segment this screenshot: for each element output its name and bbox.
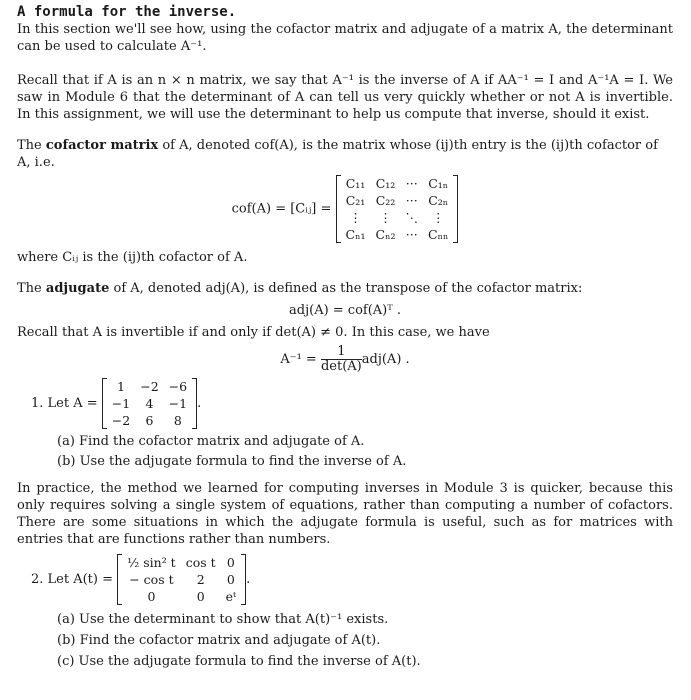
question-2-matrix-row (122, 571, 241, 588)
where-line: where Cᵢⱼ is the (ij)th cofactor of A. (17, 250, 248, 265)
question-1-matrix-cell: 4 (145, 396, 154, 411)
question-2b: (b) Find the cofactor matrix and adjugate of A(t). (57, 633, 381, 648)
cofactor-matrix (336, 175, 459, 243)
question-1-matrix (102, 378, 197, 429)
question-2-matrix-row (122, 554, 241, 571)
cofactor-matrix-cell: ··· (405, 227, 418, 242)
question-2-matrix-cell: eᵗ (225, 589, 237, 604)
question-2-matrix-cell: 0 (147, 589, 156, 604)
question-1-matrix-cell: 6 (145, 413, 154, 428)
question-2-matrix-cell: cos t (185, 555, 216, 570)
recall-paragraph: Recall that if A is an n × n matrix, we say that A⁻¹ is the inverse of A if AA⁻¹ = I and A⁻¹A = I. We saw in Module 6 that the determinant of A can tell us very quickly whether or not A is invertible. In this assignment, we will use the determinant to help us compute that inverse, should it exist. (17, 73, 673, 122)
cofactor-definition: The cofactor matrix of A, denoted cof(A), is the matrix whose (ij)th entry is the (ij)th cofactor of A, i.e. (17, 138, 658, 170)
question-2-matrix-row (122, 588, 241, 605)
question-2a: (a) Use the determinant to show that A(t)⁻¹ exists. (57, 612, 389, 627)
cofactor-matrix-cell: Cₙ₂ (375, 227, 396, 242)
practice-paragraph: In practice, the method we learned for computing inverses in Module 3 is quicker, because this only requires solving a single system of equations, rather than computing a number of cofactors. There are some situations in which the adjugate formula is useful, such as for matrices with entries that are functions rather than numbers. (17, 481, 673, 547)
question-1-matrix-cell: −1 (168, 396, 188, 411)
cofactor-matrix-cell: ⋮ (431, 210, 445, 225)
question-1a: (a) Find the cofactor matrix and adjugate of A. (57, 434, 365, 449)
question-1b: (b) Use the adjugate formula to find the inverse of A. (57, 454, 407, 469)
cofactor-matrix-row (341, 192, 454, 209)
cofactor-matrix-cell: C₁₂ (375, 176, 396, 191)
cofactor-matrix-row (341, 209, 454, 226)
question-1-matrix-cell: −1 (111, 396, 131, 411)
question-2-matrix-cell: 0 (196, 589, 205, 604)
question-1-matrix-cell: −2 (111, 413, 131, 428)
cofactor-matrix-cell: ⋮ (379, 210, 392, 225)
question-1-matrix-row (107, 395, 192, 412)
question-2-matrix-cell: − cos t (129, 572, 174, 587)
question-2-matrix-cell: 0 (226, 572, 235, 587)
cofactor-matrix-cell: ⋮ (349, 210, 362, 225)
cofactor-matrix-cell: Cₙ₁ (345, 227, 366, 242)
inverse-formula: A⁻¹ = $\frac{1}{\det(A)}$ adj(A) . (280, 344, 410, 374)
inverse-fraction: $\frac{1}{\det(A)}$ (320, 344, 362, 374)
adjugate-equation: adj(A) = cof(A)ᵀ . (289, 303, 401, 318)
question-1-matrix-cell: −6 (168, 379, 188, 394)
cofactor-matrix-cell: C₂₁ (345, 193, 366, 208)
cofactor-matrix-cell: ⋱ (405, 210, 418, 225)
cofactor-equation: cof(A) = [Cᵢⱼ] = C₁₁ C₁₂ ··· C₁ₙ C₂₁ C₂₂ ··· C₂ₙ ⋮ ⋮ ⋱ ⋮ Cₙ₁ Cₙ₂ ··· Cₙₙ (17, 175, 673, 243)
cofactor-matrix-row (341, 175, 454, 192)
adjugate-term: adjugate (45, 281, 110, 296)
cofactor-matrix-row (341, 226, 454, 243)
question-2-matrix (117, 554, 246, 605)
cofactor-term: cofactor matrix (45, 138, 159, 153)
cofactor-matrix-cell: C₁₁ (345, 176, 366, 191)
question-2-matrix-cell: 0 (226, 555, 235, 570)
question-2c: (c) Use the adjugate formula to find the inverse of A(t). (57, 654, 421, 669)
question-1: 1. Let A = 1 −2 −6 −1 4 −1 −2 6 8 . (31, 379, 202, 428)
question-1-matrix-row (107, 412, 192, 429)
document-page (17, 4, 673, 670)
question-1-matrix-row (107, 378, 192, 395)
question-2-matrix-cell: 2 (196, 572, 205, 587)
invertible-line: Recall that A is invertible if and only if det(A) ≠ 0. In this case, we have (17, 325, 490, 340)
cofactor-matrix-cell: C₂ₙ (428, 193, 449, 208)
adjugate-definition: The adjugate of A, denoted adj(A), is defined as the transpose of the cofactor matrix: (17, 281, 583, 296)
cofactor-matrix-cell: C₂₂ (375, 193, 396, 208)
cofactor-matrix-cell: C₁ₙ (428, 176, 449, 191)
section-heading: A formula for the inverse. (17, 4, 237, 20)
cofactor-matrix-cell: ··· (405, 176, 418, 191)
question-1-matrix-cell: −2 (140, 379, 159, 394)
question-1-matrix-cell: 8 (173, 413, 182, 428)
cofactor-matrix-cell: ··· (405, 193, 418, 208)
cofactor-matrix-cell: Cₙₙ (428, 227, 449, 242)
question-2: 2. Let A(t) = ½ sin² t cos t 0 − cos t 2 0 0 0 eᵗ . (31, 555, 251, 604)
question-2-matrix-cell: ½ sin² t (127, 555, 176, 570)
question-1-matrix-cell: 1 (117, 379, 125, 394)
intro-paragraph: In this section we'll see how, using the cofactor matrix and adjugate of a matrix A, the determinant can be used to calculate A⁻¹. (17, 22, 673, 54)
